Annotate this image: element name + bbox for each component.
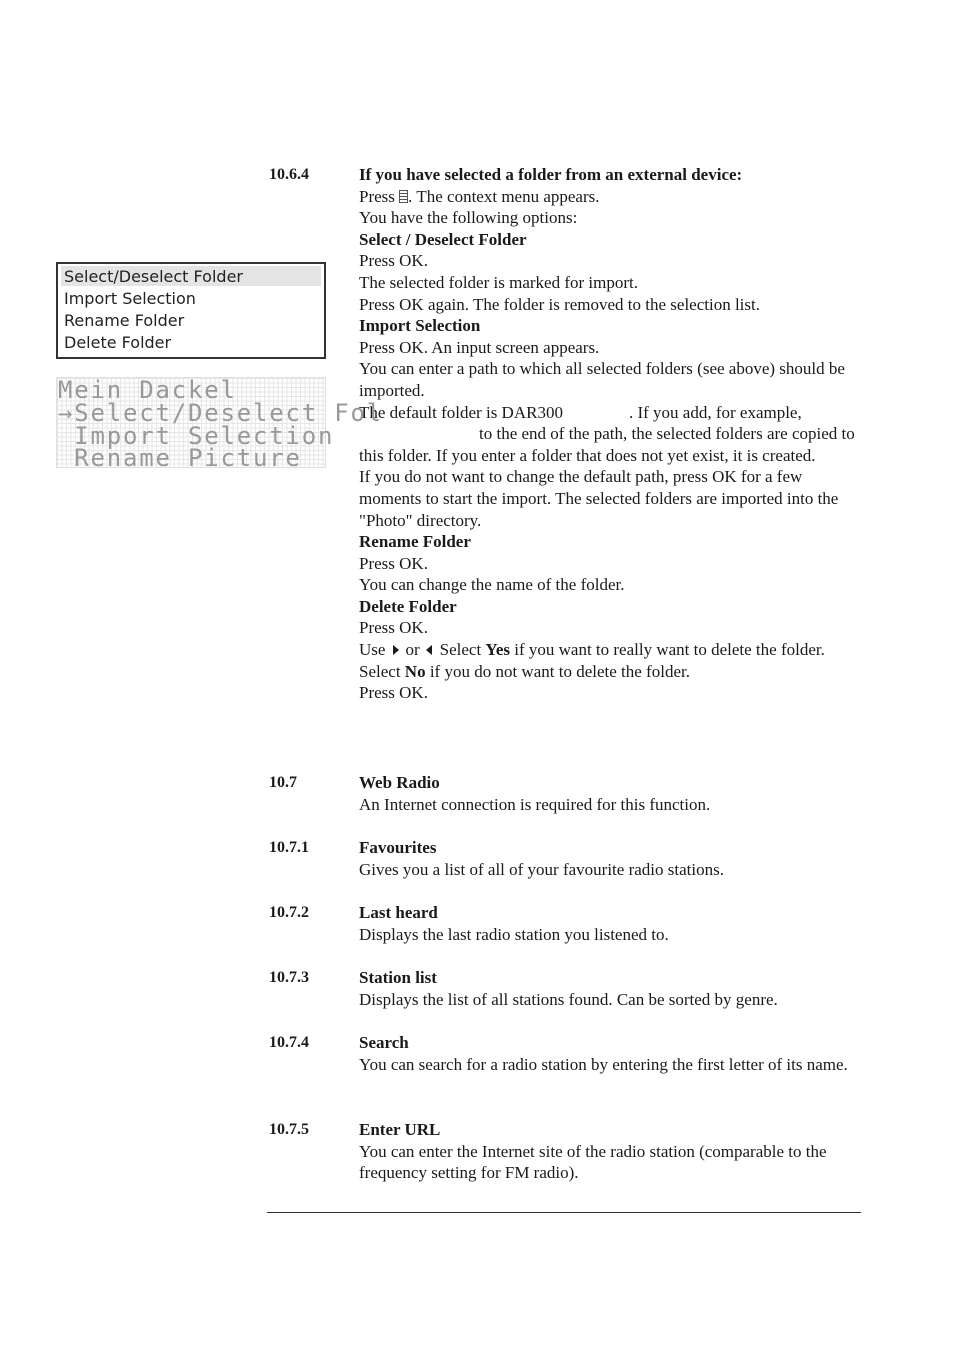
default-folder-text: The default folder is DAR300 (359, 402, 563, 422)
section-title: Enter URL (359, 1120, 441, 1139)
options-intro: You have the following options: (359, 208, 578, 228)
section-number-10-6-4: 10.6.4 (269, 166, 309, 183)
add-example-text: . If you add, for example, (628, 402, 802, 422)
import-selection-heading: Import Selection (359, 316, 481, 336)
lcd-line-2: →Select/Deselect Fol (58, 399, 383, 427)
yes-text: Yes (485, 640, 510, 660)
menu-item-delete-folder: Delete Folder (64, 333, 172, 352)
lcd-line-4: Rename Picture (58, 444, 302, 472)
arrow-right-icon (393, 645, 399, 655)
section-body (359, 967, 859, 1010)
section-text: Gives you a list of all of your favourite radio stations. (359, 859, 724, 879)
section-body (359, 1119, 859, 1184)
no-text: No (404, 661, 426, 681)
section-body (359, 902, 859, 945)
import-line-1: You can enter a path to which all selected folders (see above) should be imported. (359, 359, 845, 400)
delete-press-2: Press OK. (359, 683, 428, 703)
import-line-2 (359, 402, 859, 467)
lcd-display-illustration (56, 376, 383, 472)
rename-folder-heading: Rename Folder (359, 532, 471, 552)
section-heading: If you have selected a folder from an external device: (359, 165, 743, 184)
section-title: Web Radio (359, 773, 440, 792)
import-press: Press OK. An input screen appears. (359, 337, 600, 357)
copy-folder-text: to the end of the path, the selected folders are copied to this folder. If you enter a folder that does not yet exist, it is created. (359, 424, 855, 465)
rename-press: Press OK. (359, 553, 428, 573)
section-number: 10.7.3 (269, 969, 309, 986)
delete-no-line (359, 661, 859, 683)
delete-use-line (359, 639, 859, 661)
press-prefix: Press (359, 186, 395, 206)
section-number: 10.7 (269, 774, 297, 791)
section-body (359, 837, 859, 880)
select-deselect-heading: Select / Deselect Folder (359, 229, 527, 249)
select-line-2: Press OK again. The folder is removed to the selection list. (359, 294, 760, 314)
no-rest-text: if you do not want to delete the folder. (429, 661, 690, 681)
section-number: 10.7.5 (269, 1121, 309, 1138)
section-number: 10.7.2 (269, 904, 309, 921)
lcd-line-3: Import Selection (58, 422, 335, 450)
delete-press: Press OK. (359, 618, 428, 638)
rename-line-1: You can change the name of the folder. (359, 575, 625, 595)
section-text: An Internet connection is required for this function. (359, 794, 711, 814)
select-text: Select (439, 640, 482, 660)
import-line-3: If you do not want to change the default path, press OK for a few moments to start the import. The selected folders are imported into the "Photo" directory. (359, 467, 839, 530)
section-text: You can search for a radio station by entering the first letter of its name. (359, 1054, 848, 1074)
select-text-2: Select (359, 661, 401, 681)
section-number: 10.7.4 (269, 1034, 309, 1051)
section-title: Search (359, 1033, 409, 1052)
press-suffix: . The context menu appears. (408, 186, 600, 206)
section-title: Favourites (359, 838, 437, 857)
section-text: Displays the list of all stations found. Can be sorted by genre. (359, 989, 778, 1009)
arrow-left-icon (426, 645, 432, 655)
section-body (359, 1032, 859, 1075)
press-menu-line (359, 186, 859, 208)
section-title: Station list (359, 968, 437, 987)
delete-folder-heading: Delete Folder (359, 596, 457, 616)
menu-item-rename-folder: Rename Folder (64, 311, 185, 330)
lcd-line-1: Mein Dackel (58, 376, 237, 404)
footer-rule (267, 1212, 861, 1213)
menu-icon (399, 190, 408, 203)
section-title: Last heard (359, 903, 438, 922)
yes-rest-text: if you want to really want to delete the folder. (514, 640, 825, 660)
use-text: Use (359, 640, 386, 660)
context-menu-illustration (56, 262, 326, 359)
section-text: You can enter the Internet site of the radio station (comparable to the frequency setting for FM radio). (359, 1141, 827, 1183)
menu-item-select-deselect: Select/Deselect Folder (64, 267, 243, 286)
section-number: 10.7.1 (269, 839, 309, 856)
section-text: Displays the last radio station you listened to. (359, 924, 669, 944)
or-text: or (405, 640, 420, 660)
select-line-1: The selected folder is marked for import. (359, 272, 638, 292)
select-press: Press OK. (359, 251, 428, 271)
menu-item-import-selection: Import Selection (64, 289, 196, 308)
section-body (359, 772, 859, 815)
section-10-6-4-body (359, 164, 859, 704)
